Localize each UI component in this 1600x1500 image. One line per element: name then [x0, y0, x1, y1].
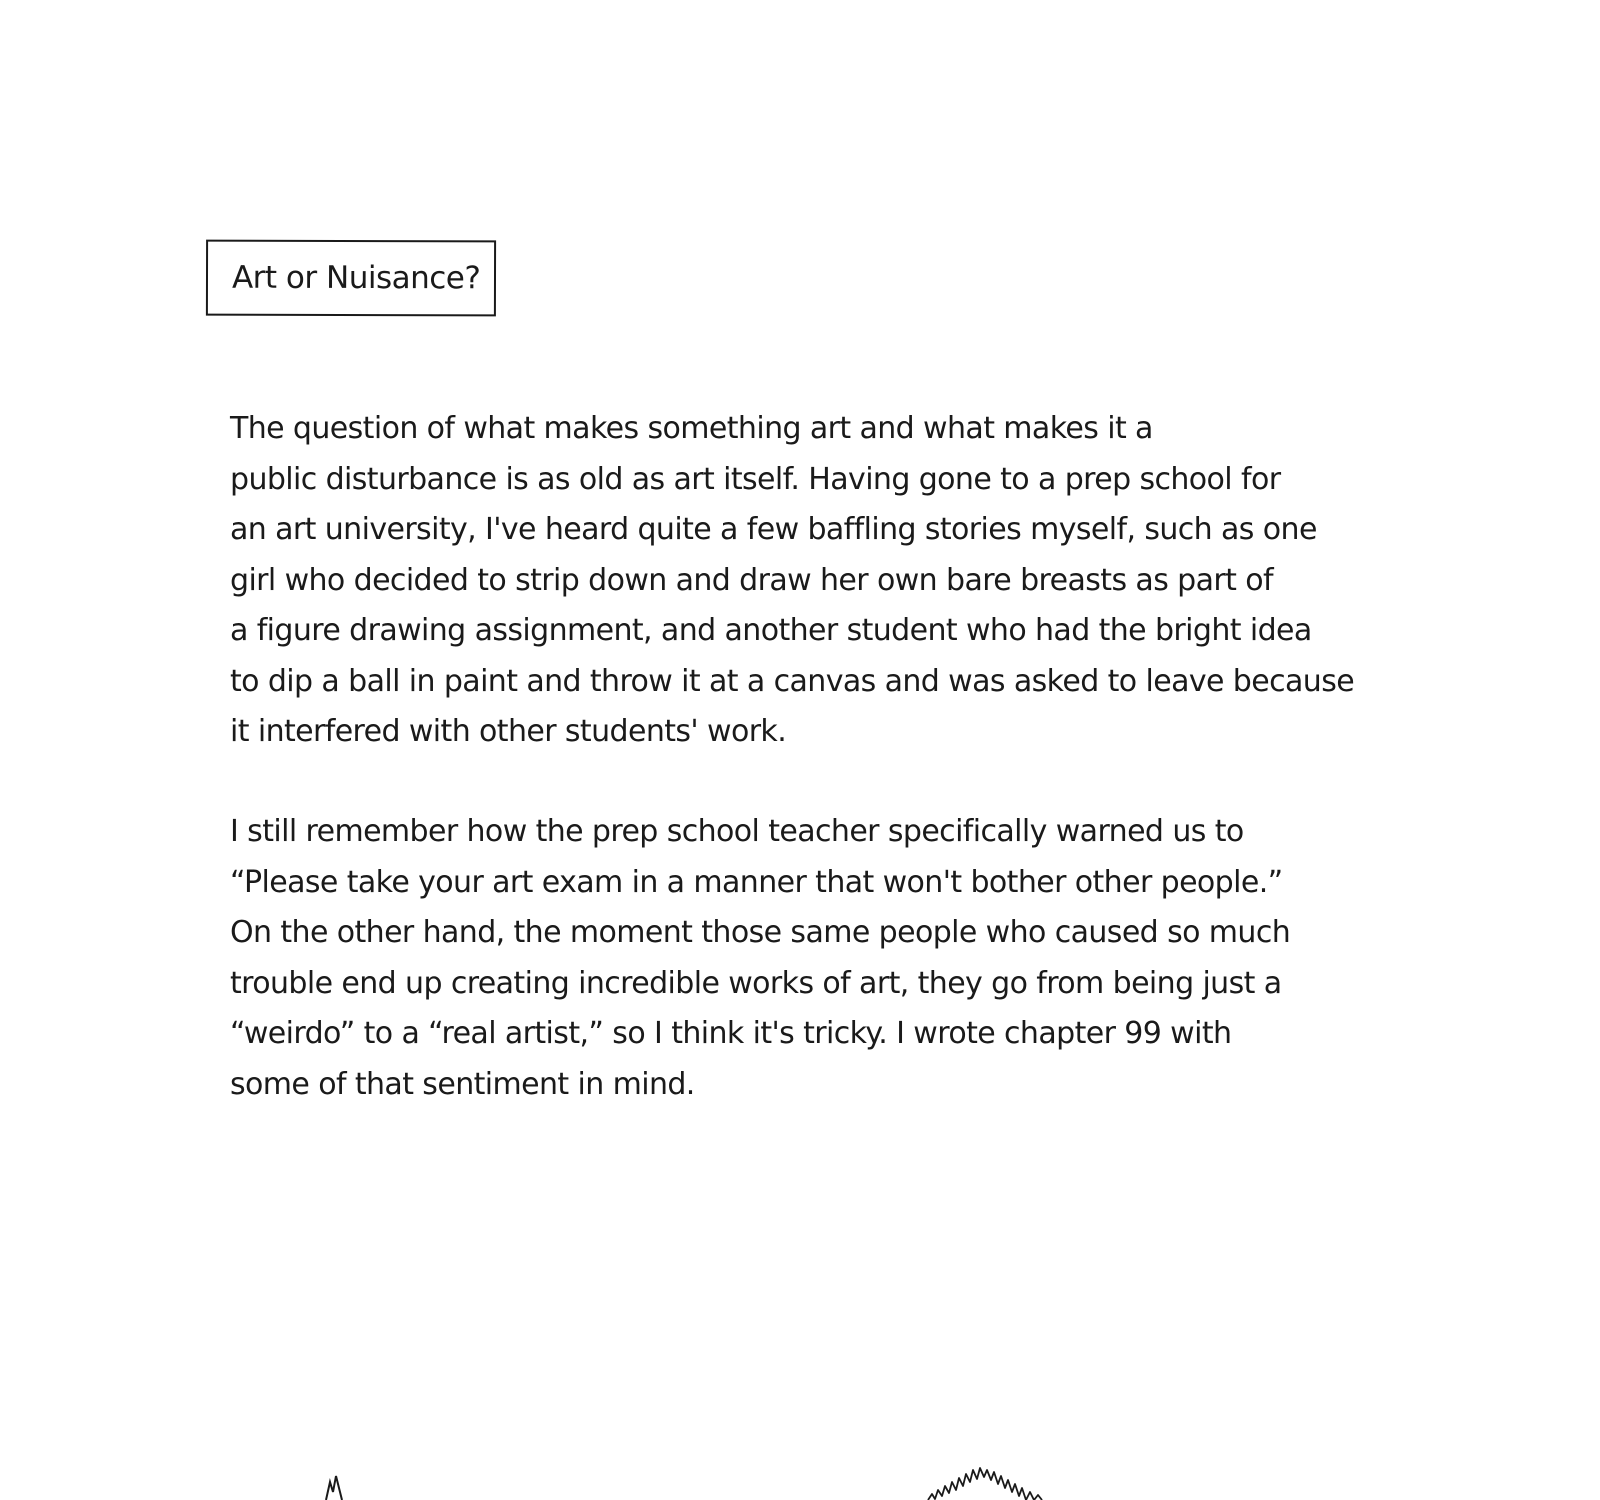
text-line: it interfered with other students' work. — [230, 714, 787, 749]
title-box — [206, 240, 496, 317]
page-title: Art or Nuisance? — [231, 259, 481, 297]
center-hair-outline — [928, 1468, 1042, 1500]
text-line: I still remember how the prep school teacher specifically warned us to — [230, 814, 1244, 849]
paragraph-2 — [230, 807, 1410, 1110]
left-hair-tuft — [326, 1476, 342, 1500]
text-line: “weirdo” to a “real artist,” so I think it's tricky. I wrote chapter 99 with — [230, 1016, 1232, 1051]
text-line: to dip a ball in paint and throw it at a canvas and was asked to leave because — [230, 663, 1355, 699]
text-line: an art university, I've heard quite a few baffling stories myself, such as one — [230, 512, 1317, 547]
text-line: “Please take your art exam in a manner that won't bother other people.” — [230, 864, 1283, 900]
text-line: The question of what makes something art and what makes it a — [230, 411, 1153, 446]
text-line: trouble end up creating incredible works of art, they go from being just a — [230, 965, 1282, 1001]
text-line: On the other hand, the moment those same people who caused so much — [230, 915, 1291, 950]
text-line: a figure drawing assignment, and another student who had the bright idea — [230, 613, 1312, 648]
paragraph-1 — [230, 404, 1410, 758]
text-line: public disturbance is as old as art itself. Having gone to a prep school for — [230, 461, 1281, 497]
text-line: girl who decided to strip down and draw her own bare breasts as part of — [230, 562, 1273, 598]
hair-sketch-illustration — [0, 1400, 1600, 1500]
text-line: some of that sentiment in mind. — [230, 1066, 695, 1102]
